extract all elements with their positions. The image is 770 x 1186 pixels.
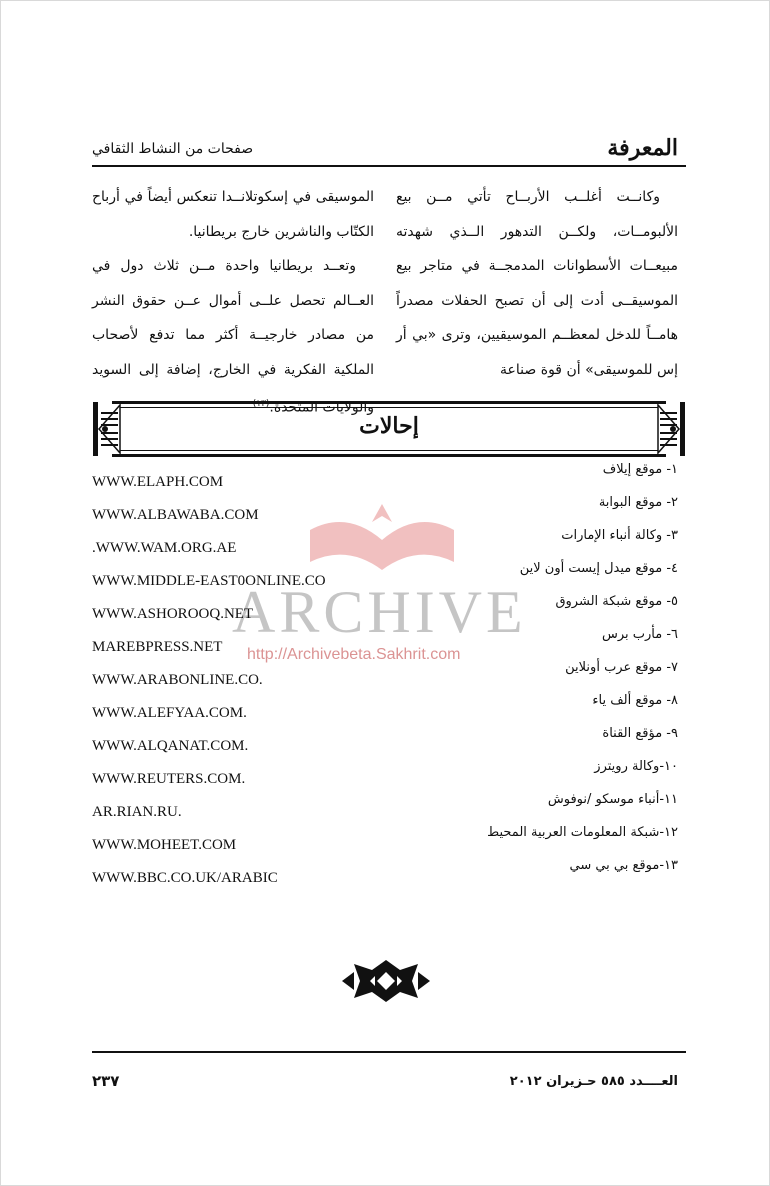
reference-url: WWW.ALBAWABA.COM	[92, 507, 259, 523]
reference-label: ١١-أنباء موسكو /نوفوش	[547, 792, 678, 807]
body-column-left	[92, 180, 374, 425]
reference-url: WWW.ELAPH.COM	[92, 474, 224, 490]
reference-label: ١٢-شبكة المعلومات العربية المحيط	[487, 825, 678, 840]
reference-label: ١٠-وكالة رويترز	[594, 759, 678, 774]
footer-divider	[92, 1051, 686, 1053]
reference-label: ٣- وكالة أنباء الإمارات	[561, 528, 678, 543]
reference-url: AR.RIAN.RU.	[92, 804, 182, 820]
reference-url: WWW.ARABONLINE.CO.	[92, 672, 263, 688]
section-title: صفحات من النشاط الثقافي	[92, 141, 254, 157]
body-column-right	[396, 180, 678, 387]
page-number: ٢٣٧	[92, 1072, 120, 1090]
header-divider	[92, 165, 686, 167]
watermark-book-icon	[302, 500, 462, 590]
reference-label: ٩- مؤقع القناة	[602, 726, 678, 741]
reference-label: ٨- موقع ألف ياء	[592, 693, 678, 708]
reference-url: WWW.ASHOROOQ.NET	[92, 606, 254, 622]
reference-url: WWW.MOHEET.COM	[92, 837, 237, 853]
body-paragraph-left-1: الموسيقى في إسكوتلانــدا تنعكس أيضاً في أرباح الكتّاب والناشرين خارج بريطانيا.	[92, 189, 374, 240]
watermark-text: ARCHIVE	[232, 579, 527, 645]
banner-ornament-right-icon	[656, 401, 686, 457]
reference-label: ٥- موقع شبكة الشروق	[555, 594, 678, 609]
issue-info: العــــدد ٥٨٥ حـزيران ٢٠١٢	[509, 1074, 678, 1089]
reference-url: WWW.ALQANAT.COM.	[92, 738, 249, 754]
reference-label: ٢- موقع البوابة	[598, 495, 678, 510]
reference-label: ١- موقع إيلاف	[602, 462, 678, 477]
body-paragraph-left-2	[92, 249, 374, 425]
reference-url: WWW.REUTERS.COM.	[92, 771, 246, 787]
watermark-url: http://Archivebeta.Sakhrit.com	[247, 646, 461, 663]
footnote-mark: (١٣)	[252, 399, 270, 409]
reference-label: ١٣-موقع بي بي سي	[569, 858, 678, 873]
reference-url: WWW.MIDDLE-EAST0ONLINE.CO	[92, 573, 326, 589]
reference-url: .WWW.WAM.ORG.AE	[92, 540, 237, 556]
reference-url: WWW.BBC.CO.UK/ARABIC	[92, 870, 278, 886]
body-paragraph-left-2-text: وتعــد بريطانيا واحدة مــن ثلاث دول في العــالم تحصل علــى أموال عــن حقوق النشر من مصادر خارجيــة أكثر مما تدفع لأصحاب الملكية الفكرية في الخارج، إضافة إلى السويد والولايات المتحدة.	[92, 258, 374, 416]
reference-url: MAREBPRESS.NET	[92, 639, 223, 655]
references-banner	[92, 401, 686, 457]
reference-label: ٧- موقع عرب أونلاين	[565, 660, 678, 675]
reference-url: WWW.ALEFYAA.COM.	[92, 705, 247, 721]
end-ornament-icon	[340, 958, 432, 1004]
body-paragraph-right: وكانــت أغلــب الأربــاح تأتي مــن بيع الألبومــات، ولكــن التدهور الــذي شهدته مبيعــات الأسطوانات المدمجــة في متاجر بيع الموسيقــى أدت إلى أن تصبح الحفلات مصدراً هامــاً للدخل لمعظــم الموسيقيين، وترى «بي أر إس للموسيقى» أن قوة صناعة	[396, 189, 678, 378]
reference-label: ٦- مأرب برس	[601, 627, 678, 642]
reference-label: ٤- موقع ميدل إيست أون لاين	[519, 561, 678, 576]
magazine-logo: المعرفة	[607, 135, 678, 161]
references-title: إحالات	[359, 413, 419, 439]
